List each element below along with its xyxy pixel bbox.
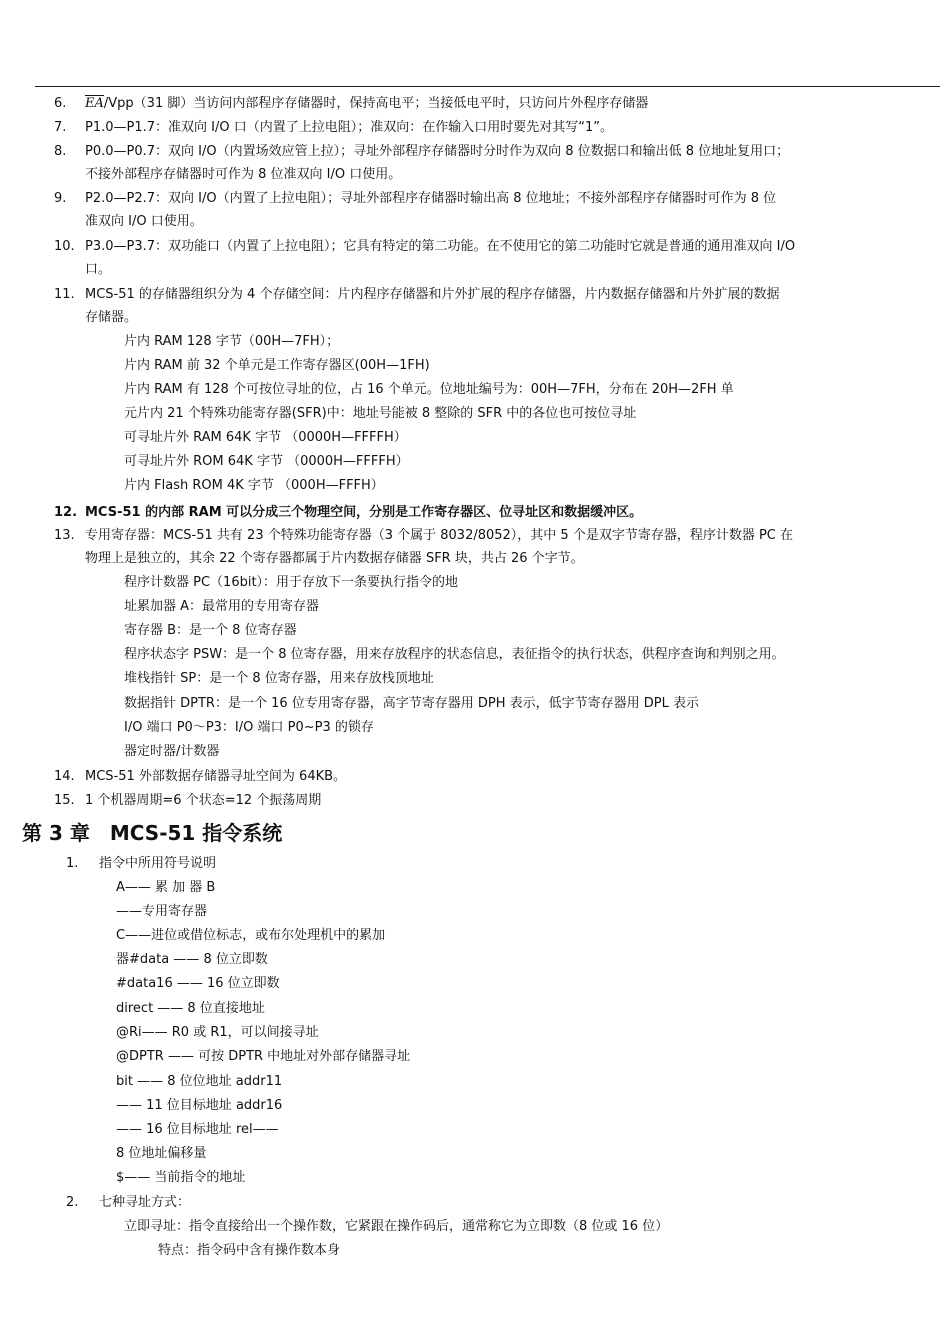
- list-item-text: 准双向 I/O 口使用。: [85, 214, 203, 229]
- sub-line: 址累加器 A：最常用的专用寄存器: [124, 599, 320, 614]
- list-item-text-bold: MCS-51 的内部 RAM 可以分成三个物理空间，分别是工作寄存器区、位寻址区和数据缓冲区。: [85, 505, 643, 520]
- list-number: 10.: [54, 239, 75, 254]
- sub-line: 可寻址片外 ROM 64K 字节 （0000H—FFFFH）: [124, 454, 409, 469]
- symbol-line: —— 16 位目标地址 rel——: [116, 1122, 279, 1137]
- sub-line: 立即寻址：指令直接给出一个操作数，它紧跟在操作码后，通常称它为立即数（8 位或 16 位）: [124, 1219, 669, 1234]
- sub-sub-line: 特点：指令码中含有操作数本身: [158, 1243, 341, 1258]
- symbol-line: #data16 —— 16 位立即数: [116, 976, 280, 991]
- list-number: 7.: [54, 120, 67, 135]
- list-number: 8.: [54, 144, 67, 159]
- list-item-text: 七种寻址方式：: [99, 1195, 191, 1210]
- list-item-text: 存储器。: [85, 310, 138, 325]
- sub-line: 元片内 21 个特殊功能寄存器(SFR)中：地址号能被 8 整除的 SFR 中的各位也可按位寻址: [124, 406, 637, 421]
- list-item-text: $\overline{EA}/Vpp(31$ 脚）当访问内部程序存储器时，保持高电平；当接低电平时，只访问片外程序存储器: [85, 96, 649, 111]
- sub-line: 寄存器 B：是一个 8 位寄存器: [124, 623, 297, 638]
- symbol-line: 器#data —— 8 位立即数: [116, 952, 268, 967]
- sub-line: 器定时器/计数器: [124, 744, 220, 759]
- symbol-line: 8 位地址偏移量: [116, 1146, 207, 1161]
- sub-line: 程序状态字 PSW：是一个 8 位寄存器，用来存放程序的状态信息，表征指令的执行状态，供程序查询和判别之用。: [124, 647, 785, 662]
- header-rule: [35, 86, 940, 87]
- list-number: 2.: [66, 1195, 79, 1210]
- list-number: 14.: [54, 769, 75, 784]
- list-item-text: 物理上是独立的，其余 22 个寄存器都属于片内数据存储器 SFR 块，共占 26 个字节。: [85, 551, 584, 566]
- sub-line: I/O 端口 P0～P3：I/O 端口 P0~P3 的锁存: [124, 720, 374, 735]
- sub-line: 片内 RAM 有 128 个可按位寻址的位，占 16 个单元。位地址编号为：00H—7FH，分布在 20H—2FH 单: [124, 382, 734, 397]
- symbol-line: @Ri—— R0 或 R1，可以间接寻址: [116, 1025, 319, 1040]
- list-item-text: 专用寄存器：MCS-51 共有 23 个特殊功能寄存器（3 个属于 8032/8052），其中 5 个是双字节寄存器，程序计数器 PC 在: [85, 528, 794, 543]
- list-item-text: 1 个机器周期=6 个状态=12 个振荡周期: [85, 793, 322, 808]
- list-item-text: 不接外部程序存储器时可作为 8 位准双向 I/O 口使用。: [85, 167, 402, 182]
- symbol-line: ——专用寄存器: [116, 904, 208, 919]
- sub-line: 数据指针 DPTR：是一个 16 位专用寄存器，高字节寄存器用 DPH 表示，低字节寄存器用 DPL 表示: [124, 696, 700, 711]
- sub-line: 片内 RAM 前 32 个单元是工作寄存器区(00H—1FH): [124, 358, 430, 373]
- symbol-line: A—— 累 加 器 B: [116, 880, 216, 895]
- list-item-text: 指令中所用符号说明: [99, 856, 217, 871]
- symbol-line: bit —— 8 位位地址 addr11: [116, 1074, 283, 1089]
- symbol-line: C——进位或借位标志，或布尔处理机中的累加: [116, 928, 386, 943]
- list-number: 9.: [54, 191, 67, 206]
- list-number: 11.: [54, 287, 75, 302]
- list-item-text: P2.0—P2.7：双向 I/O（内置了上拉电阻）；寻址外部程序存储器时输出高 8 位地址；不接外部程序存储器时可作为 8 位: [85, 191, 777, 206]
- symbol-line: @DPTR —— 可按 DPTR 中地址对外部存储器寻址: [116, 1049, 411, 1064]
- symbol-line: direct —— 8 位直接地址: [116, 1001, 265, 1016]
- sub-line: 可寻址片外 RAM 64K 字节 （0000H—FFFFH）: [124, 430, 407, 445]
- list-number: 6.: [54, 96, 67, 111]
- list-item-text: 口。: [85, 262, 112, 277]
- list-item-text: P0.0—P0.7：双向 I/O（内置场效应管上拉）；寻址外部程序存储器时分时作为双向 8 位数据口和输出低 8 位地址复用口；: [85, 144, 790, 159]
- list-number: 15.: [54, 793, 75, 808]
- list-item-text: P1.0—P1.7：准双向 I/O 口（内置了上拉电阻）；准双向：在作输入口用时要先对其写“1”。: [85, 120, 613, 135]
- sub-line: 片内 Flash ROM 4K 字节 （000H—FFFH）: [124, 478, 384, 493]
- symbol-line: $—— 当前指令的地址: [116, 1170, 246, 1185]
- list-number: 12.: [54, 505, 78, 520]
- list-item-text: MCS-51 外部数据存储器寻址空间为 64KB。: [85, 769, 347, 784]
- list-number: 13.: [54, 528, 75, 543]
- chapter-heading: 第 3 章 MCS-51 指令系统: [22, 821, 283, 845]
- list-number: 1.: [66, 856, 79, 871]
- symbol-line: —— 11 位目标地址 addr16: [116, 1098, 283, 1113]
- list-item-text: MCS-51 的存储器组织分为 4 个存储空间：片内程序存储器和片外扩展的程序存储器，片内数据存储器和片外扩展的数据: [85, 287, 780, 302]
- sub-line: 堆栈指针 SP：是一个 8 位寄存器，用来存放栈顶地址: [124, 671, 434, 686]
- sub-line: 片内 RAM 128 字节（00H—7FH）；: [124, 334, 340, 349]
- list-item-text: P3.0—P3.7：双功能口（内置了上拉电阻）；它具有特定的第二功能。在不使用它的第二功能时它就是普通的通用准双向 I/O: [85, 239, 796, 254]
- ea-overline-symbol: $\overline{EA}$: [85, 96, 104, 111]
- sub-line: 程序计数器 PC（16bit）：用于存放下一条要执行指令的地: [124, 575, 459, 590]
